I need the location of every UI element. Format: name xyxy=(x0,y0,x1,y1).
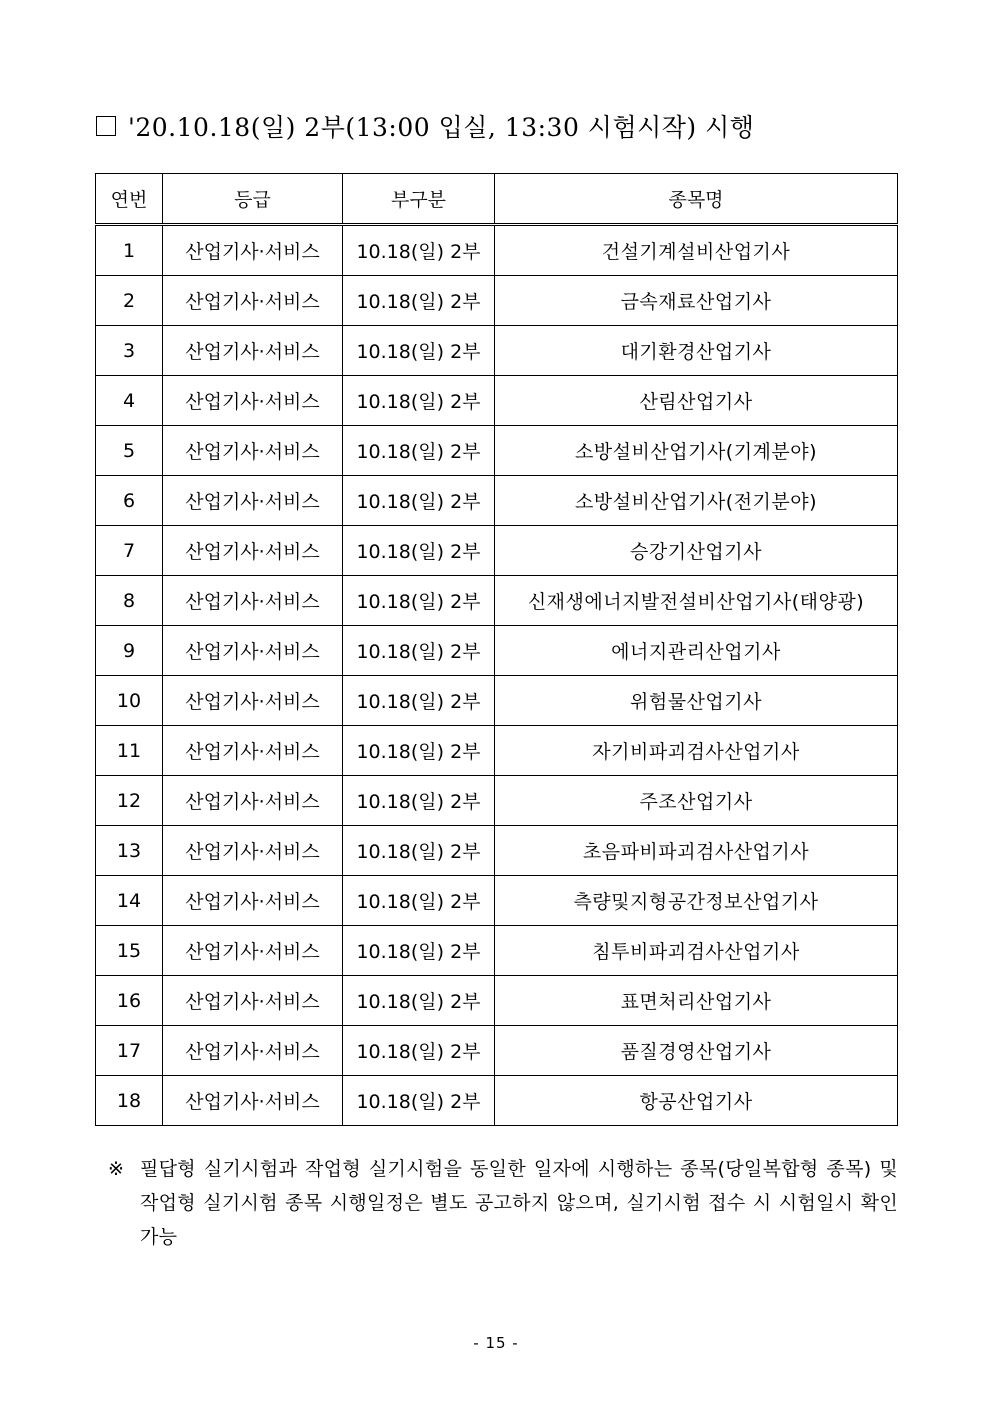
cell-grade: 산업기사·서비스 xyxy=(163,676,343,726)
cell-grade: 산업기사·서비스 xyxy=(163,376,343,426)
cell-name: 주조산업기사 xyxy=(495,776,898,826)
cell-no: 7 xyxy=(96,526,163,576)
cell-no: 1 xyxy=(96,225,163,276)
table-row xyxy=(96,1026,898,1076)
cell-name: 대기환경산업기사 xyxy=(495,326,898,376)
cell-no: 2 xyxy=(96,276,163,326)
cell-session: 10.18(일) 2부 xyxy=(343,1026,495,1076)
cell-grade: 산업기사·서비스 xyxy=(163,926,343,976)
cell-session: 10.18(일) 2부 xyxy=(343,376,495,426)
cell-name: 초음파비파괴검사산업기사 xyxy=(495,826,898,876)
cell-name: 산림산업기사 xyxy=(495,376,898,426)
cell-grade: 산업기사·서비스 xyxy=(163,476,343,526)
cell-no: 5 xyxy=(96,426,163,476)
cell-no: 16 xyxy=(96,976,163,1026)
table-header-row xyxy=(96,174,898,225)
cell-no: 12 xyxy=(96,776,163,826)
table-row xyxy=(96,526,898,576)
header-session: 부구분 xyxy=(343,174,495,225)
page-number: - 15 - xyxy=(473,1334,519,1352)
cell-grade: 산업기사·서비스 xyxy=(163,826,343,876)
cell-no: 11 xyxy=(96,726,163,776)
cell-grade: 산업기사·서비스 xyxy=(163,526,343,576)
cell-session: 10.18(일) 2부 xyxy=(343,526,495,576)
cell-session: 10.18(일) 2부 xyxy=(343,676,495,726)
table-row xyxy=(96,676,898,726)
table-row xyxy=(96,576,898,626)
checkbox-icon xyxy=(96,116,116,136)
cell-name: 위험물산업기사 xyxy=(495,676,898,726)
table-row xyxy=(96,926,898,976)
cell-name: 품질경영산업기사 xyxy=(495,1026,898,1076)
cell-session: 10.18(일) 2부 xyxy=(343,276,495,326)
cell-name: 에너지관리산업기사 xyxy=(495,626,898,676)
cell-session: 10.18(일) 2부 xyxy=(343,576,495,626)
cell-session: 10.18(일) 2부 xyxy=(343,826,495,876)
cell-no: 18 xyxy=(96,1076,163,1126)
cell-name: 침투비파괴검사산업기사 xyxy=(495,926,898,976)
footnote-text: 필답형 실기시험과 작업형 실기시험을 동일한 일자에 시행하는 종목(당일복합형 종목) 및 작업형 실기시험 종목 시행일정은 별도 공고하지 않으며, 실기시험 접수 시 시험일시 확인 가능 xyxy=(140,1158,898,1248)
reference-mark: ※ xyxy=(108,1158,124,1180)
cell-session: 10.18(일) 2부 xyxy=(343,225,495,276)
cell-session: 10.18(일) 2부 xyxy=(343,976,495,1026)
cell-grade: 산업기사·서비스 xyxy=(163,1026,343,1076)
table-row xyxy=(96,476,898,526)
cell-grade: 산업기사·서비스 xyxy=(163,1076,343,1126)
exam-schedule-table xyxy=(95,173,898,1126)
cell-session: 10.18(일) 2부 xyxy=(343,926,495,976)
cell-grade: 산업기사·서비스 xyxy=(163,626,343,676)
table-row xyxy=(96,976,898,1026)
table-row xyxy=(96,225,898,276)
cell-grade: 산업기사·서비스 xyxy=(163,976,343,1026)
cell-no: 3 xyxy=(96,326,163,376)
header-no: 연번 xyxy=(96,174,163,225)
cell-name: 자기비파괴검사산업기사 xyxy=(495,726,898,776)
cell-session: 10.18(일) 2부 xyxy=(343,326,495,376)
cell-no: 10 xyxy=(96,676,163,726)
cell-no: 9 xyxy=(96,626,163,676)
cell-no: 4 xyxy=(96,376,163,426)
cell-grade: 산업기사·서비스 xyxy=(163,876,343,926)
cell-no: 13 xyxy=(96,826,163,876)
cell-session: 10.18(일) 2부 xyxy=(343,426,495,476)
table-row xyxy=(96,776,898,826)
cell-name: 승강기산업기사 xyxy=(495,526,898,576)
cell-name: 항공산업기사 xyxy=(495,1076,898,1126)
heading-text: '20.10.18(일) 2부(13:00 입실, 13:30 시험시작) 시행 xyxy=(128,113,755,142)
cell-name: 소방설비산업기사(기계분야) xyxy=(495,426,898,476)
table-body xyxy=(96,225,898,1126)
cell-no: 17 xyxy=(96,1026,163,1076)
cell-session: 10.18(일) 2부 xyxy=(343,726,495,776)
header-name: 종목명 xyxy=(495,174,898,225)
cell-no: 14 xyxy=(96,876,163,926)
footnote xyxy=(108,1152,898,1254)
cell-grade: 산업기사·서비스 xyxy=(163,576,343,626)
cell-grade: 산업기사·서비스 xyxy=(163,726,343,776)
cell-grade: 산업기사·서비스 xyxy=(163,276,343,326)
cell-name: 신재생에너지발전설비산업기사(태양광) xyxy=(495,576,898,626)
cell-no: 8 xyxy=(96,576,163,626)
cell-name: 건설기계설비산업기사 xyxy=(495,225,898,276)
table-row xyxy=(96,726,898,776)
table-row xyxy=(96,876,898,926)
cell-name: 측량및지형공간정보산업기사 xyxy=(495,876,898,926)
cell-no: 15 xyxy=(96,926,163,976)
table-row xyxy=(96,376,898,426)
cell-session: 10.18(일) 2부 xyxy=(343,626,495,676)
table-row xyxy=(96,426,898,476)
cell-session: 10.18(일) 2부 xyxy=(343,776,495,826)
cell-grade: 산업기사·서비스 xyxy=(163,225,343,276)
cell-name: 소방설비산업기사(전기분야) xyxy=(495,476,898,526)
cell-session: 10.18(일) 2부 xyxy=(343,1076,495,1126)
cell-name: 금속재료산업기사 xyxy=(495,276,898,326)
cell-session: 10.18(일) 2부 xyxy=(343,476,495,526)
cell-grade: 산업기사·서비스 xyxy=(163,326,343,376)
table-row xyxy=(96,826,898,876)
cell-name: 표면처리산업기사 xyxy=(495,976,898,1026)
table-row xyxy=(96,1076,898,1126)
cell-no: 6 xyxy=(96,476,163,526)
table-row xyxy=(96,626,898,676)
cell-grade: 산업기사·서비스 xyxy=(163,776,343,826)
cell-session: 10.18(일) 2부 xyxy=(343,876,495,926)
header-grade: 등급 xyxy=(163,174,343,225)
section-heading xyxy=(96,104,754,148)
table-row xyxy=(96,326,898,376)
table-row xyxy=(96,276,898,326)
cell-grade: 산업기사·서비스 xyxy=(163,426,343,476)
